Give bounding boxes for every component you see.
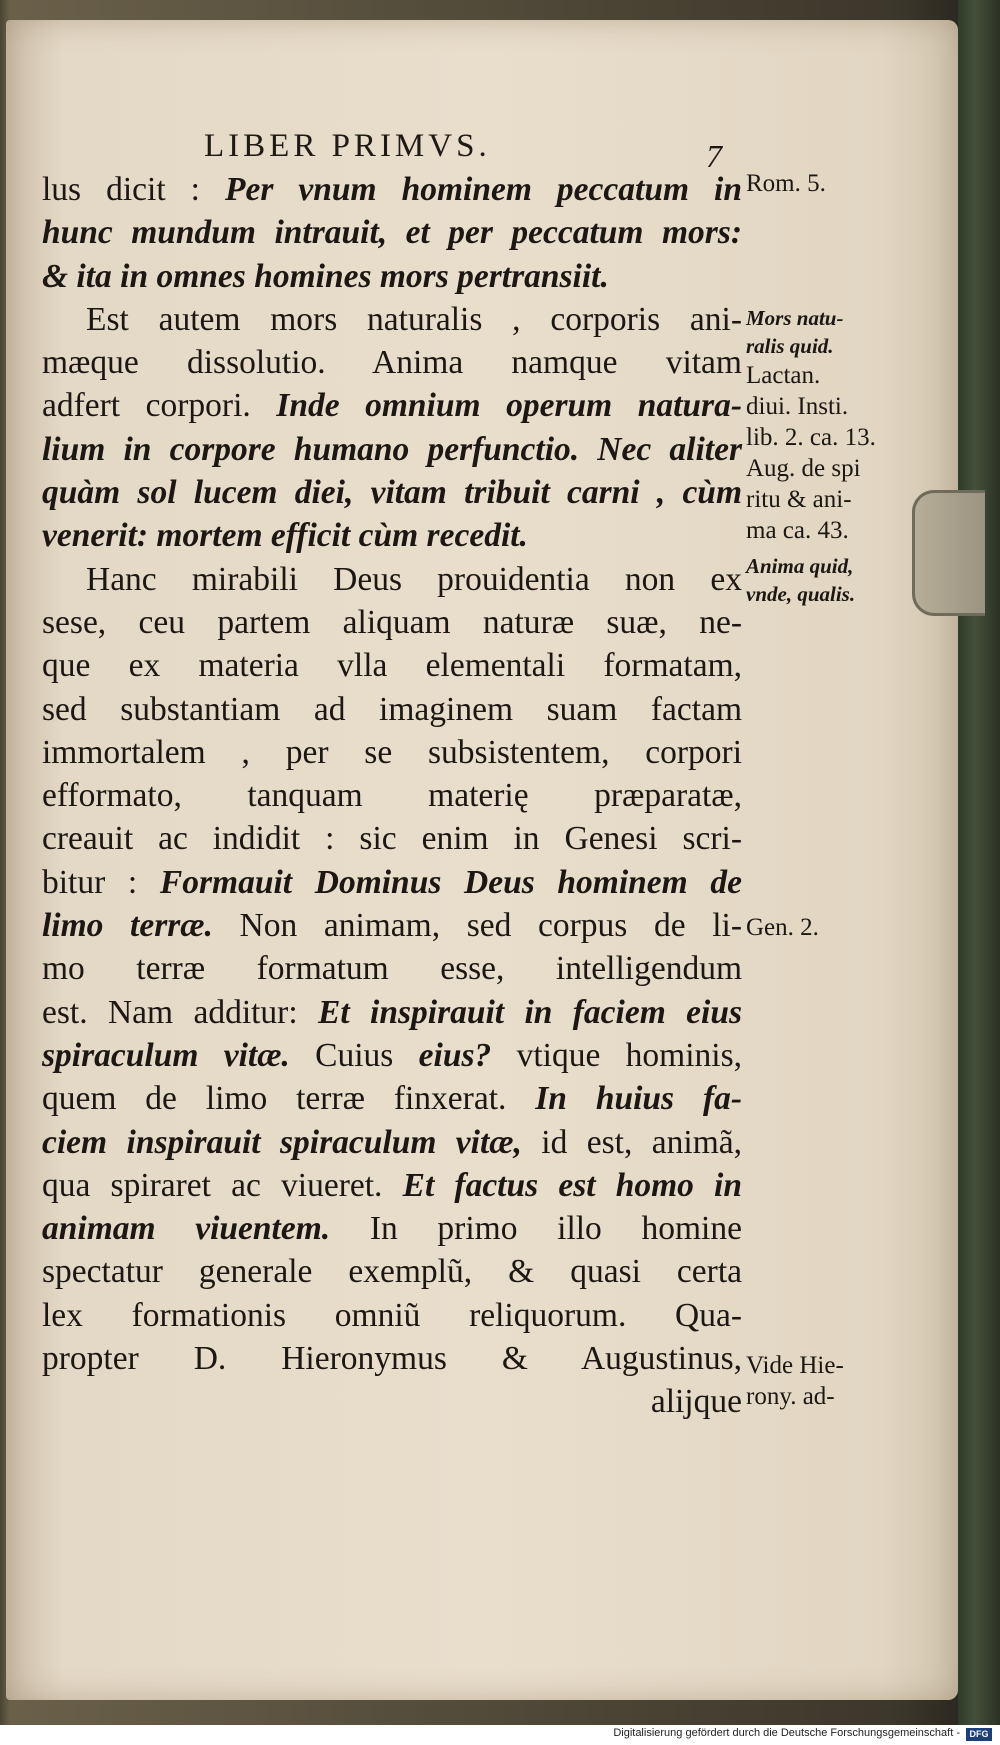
margin-note-gen — [746, 912, 916, 943]
roman-segment: mo terræ formatum esse, intelligendum — [42, 950, 742, 988]
italic-segment: venerit: mortem efficit cùm recedit. — [42, 517, 528, 555]
roman-segment: creauit ac indidit : sic enim in Genesi scri- — [42, 820, 742, 858]
roman-segment: que ex materia vlla elementali formatam, — [42, 647, 742, 685]
text-line — [42, 904, 742, 947]
italic-segment: Per vnum hominem peccatum in — [225, 171, 742, 208]
text-line — [42, 991, 742, 1034]
italic-segment: animam viuentem. — [42, 1210, 370, 1248]
text-line — [42, 1337, 742, 1380]
page-number: 7 — [706, 138, 722, 174]
text-line — [42, 731, 742, 774]
roman-segment: adfert corpori. — [42, 387, 277, 425]
italic-segment: Et factus est homo in — [402, 1166, 742, 1204]
margin-note-line: Lactan. — [746, 362, 821, 389]
italic-segment: lium in corpore humano perfunctio. Nec aliter — [42, 430, 742, 468]
margin-note-line: ma ca. 43. — [746, 517, 849, 544]
text-line — [42, 428, 742, 471]
italic-segment: In huius fa- — [535, 1080, 743, 1118]
italic-segment: Et inspirauit in faciem eius — [318, 993, 742, 1031]
italic-segment: limo terræ. — [42, 907, 240, 945]
roman-segment: qua spiraret ac viueret. — [42, 1166, 403, 1204]
roman-segment: lex formationis omniũ reliquorum. Qua- — [42, 1296, 742, 1334]
text-line — [42, 817, 742, 860]
text-line — [42, 774, 742, 817]
roman-segment: Non animam, sed corpus de li- — [239, 907, 742, 945]
dfg-logo: DFG — [966, 1728, 992, 1741]
book-edge — [958, 0, 1000, 1745]
running-head: LIBER PRIMVS. — [204, 128, 491, 164]
text-line — [42, 1250, 742, 1293]
text-line — [42, 1121, 742, 1164]
page-clip — [912, 490, 985, 616]
margin-note-vide — [746, 1350, 916, 1412]
roman-segment: spectatur generale exemplũ, & quasi certa — [42, 1253, 742, 1291]
text-line — [42, 255, 742, 298]
roman-segment: bitur : — [42, 863, 160, 901]
margin-note-line: Aug. de spi — [746, 455, 861, 482]
footer-credit: Digitalisierung gefördert durch die Deutsche Forschungsgemeinschaft - — [613, 1727, 960, 1739]
italic-segment: eius? — [418, 1036, 492, 1074]
margin-note-line: ralis quid. — [746, 334, 834, 358]
margin-note-line: Vide Hie- — [746, 1352, 844, 1379]
body-text — [42, 168, 742, 1424]
italic-segment: hunc mundum intrauit, et per peccatum mors: — [42, 214, 742, 252]
margin-note-lactan — [746, 360, 916, 546]
text-line — [42, 514, 742, 557]
margin-note-mors — [746, 304, 916, 360]
text-line — [42, 1294, 742, 1337]
roman-segment: propter D. Hieronymus & Augustinus, — [42, 1340, 742, 1378]
roman-segment: quem de limo terræ finxerat. — [42, 1080, 536, 1118]
italic-segment: spiraculum vitæ. — [42, 1036, 316, 1074]
roman-segment: id est, animã, — [541, 1123, 742, 1161]
roman-segment: est. Nam additur: — [42, 993, 319, 1031]
text-line — [42, 1077, 742, 1120]
margin-note-line: Mors natu- — [746, 306, 844, 330]
text-line — [42, 688, 742, 731]
text-line — [42, 471, 742, 514]
text-line — [42, 1164, 742, 1207]
margin-note-line: diui. Insti. — [746, 393, 849, 420]
text-line — [42, 341, 742, 384]
margin-note-line: lib. 2. ca. 13. — [746, 424, 876, 451]
margin-note-line: rony. ad- — [746, 1383, 835, 1410]
roman-segment: mæque dissolutio. Anima namque vitam — [42, 344, 742, 382]
text-line — [42, 384, 742, 427]
margin-note-line: Rom. 5. — [746, 170, 826, 197]
text-line — [42, 861, 742, 904]
roman-segment: Cuius — [315, 1036, 419, 1074]
italic-segment: quàm sol lucem diei, vitam tribuit carni , cùm — [42, 474, 742, 512]
roman-segment: Hanc mirabili Deus prouidentia non ex — [86, 560, 742, 598]
italic-segment: Formauit Dominus Deus hominem de — [159, 863, 742, 901]
text-line — [42, 298, 742, 341]
footer-bar — [0, 1725, 1000, 1745]
italic-segment: Inde omnium operum natura- — [276, 387, 742, 425]
roman-segment: Est autem mors naturalis , corporis ani- — [86, 300, 742, 338]
roman-segment: vtique hominis, — [491, 1036, 742, 1074]
margin-note-line: ritu & ani- — [746, 486, 852, 513]
margin-note-line: Gen. 2. — [746, 914, 819, 941]
text-line — [42, 558, 742, 601]
italic-segment: & ita in omnes homines mors pertransiit. — [42, 257, 609, 295]
margin-note-line: vnde, qualis. — [746, 582, 856, 606]
roman-segment: sed substantiam ad imaginem suam factam — [42, 690, 742, 728]
text-line — [42, 644, 742, 687]
margin-note-line: Anima quid, — [746, 554, 854, 578]
margin-note-anima — [746, 552, 916, 608]
text-line — [42, 211, 742, 254]
italic-segment: ciem inspirauit spiraculum vitæ, — [42, 1123, 542, 1161]
roman-segment: lus dicit : — [42, 171, 226, 208]
text-line — [42, 601, 742, 644]
text-line — [42, 947, 742, 990]
roman-segment: In primo illo homine — [369, 1210, 742, 1248]
text-line — [42, 1207, 742, 1250]
roman-segment: sese, ceu partem aliquam naturæ suæ, ne- — [42, 603, 742, 641]
margin-note-rom — [746, 168, 916, 199]
text-line — [42, 168, 742, 211]
book-page — [6, 20, 958, 1700]
text-line — [42, 1034, 742, 1077]
roman-segment: efformato, tanquam materię præparatæ, — [42, 777, 742, 815]
catchword: alijque — [650, 1383, 742, 1421]
roman-segment: immortalem , per se subsistentem, corpori — [42, 733, 742, 771]
